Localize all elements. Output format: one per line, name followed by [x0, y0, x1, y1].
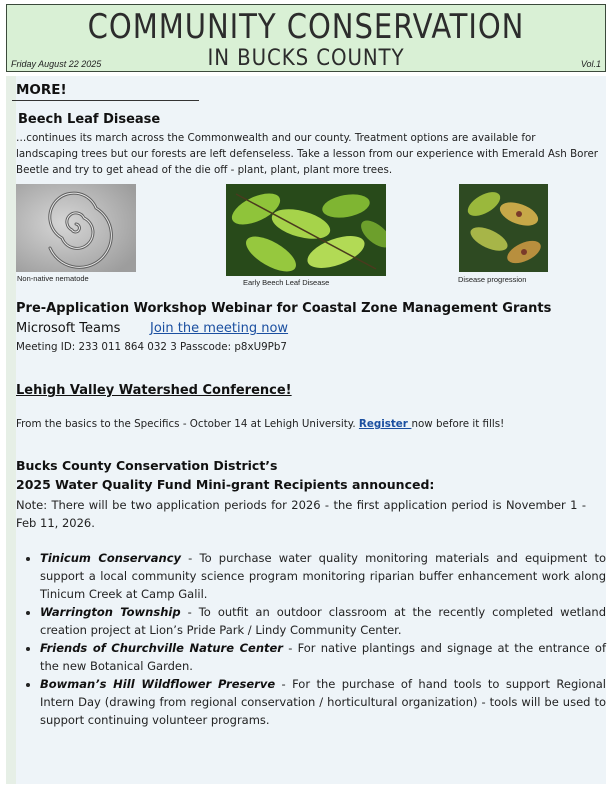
masthead — [6, 4, 606, 72]
grants-note: Note: There will be two application periods for 2026 - the first application period is November 1 - Feb 11, 2026. — [16, 498, 586, 530]
beech-leaves-caption: Early Beech Leaf Disease — [243, 278, 330, 287]
lehigh-body-tail: now before it fills! — [411, 418, 505, 430]
disease-progression-caption: Disease progression — [458, 275, 527, 284]
webinar-heading: Pre-Application Workshop Webinar for Coastal Zone Management Grants — [16, 301, 552, 316]
newsletter-subtitle: IN BUCKS COUNTY — [207, 46, 405, 71]
lehigh-body-text: From the basics to the Specifics - October 14 at Lehigh University. — [16, 418, 359, 430]
issue-date: Friday August 22 2025 — [11, 59, 102, 69]
section-label: MORE! — [16, 82, 67, 98]
beech-body: …continues its march across the Commonwealth and our county. Treatment options are available for landscaping trees but our forests are left defenseless. Take a lesson from our experience with Emerald Ash Borer Beetle and try to get ahead of the die off - plant, plant, plant more trees. — [16, 132, 599, 176]
volume-label: Vol.1 — [580, 59, 601, 69]
grants-heading-line1: Bucks County Conservation District’s — [16, 458, 278, 473]
newsletter-title: COMMUNITY CONSERVATION — [87, 7, 525, 47]
list-item — [40, 639, 606, 675]
list-item — [40, 549, 606, 603]
section-divider — [12, 100, 199, 101]
nematode-caption: Non-native nematode — [17, 274, 89, 283]
recipient-name: Warrington Township — [40, 605, 181, 619]
left-margin-strip — [6, 76, 16, 784]
nematode-photo — [16, 184, 136, 272]
beech-heading: Beech Leaf Disease — [18, 112, 161, 127]
list-item — [40, 603, 606, 639]
recipient-description: - To purchase water quality monitoring materials and equipment to support a local community science program monitoring riparian buffer enhancement work along Tinicum Creek at Camp Galil. — [40, 551, 606, 601]
grants-heading-line2: 2025 Water Quality Fund Mini-grant Recipients announced: — [16, 477, 435, 492]
lehigh-heading: Lehigh Valley Watershed Conference! — [16, 383, 292, 398]
beech-leaves-photo — [226, 184, 386, 276]
register-link[interactable]: Register — [358, 418, 412, 430]
lehigh-body — [16, 418, 504, 430]
recipient-name: Tinicum Conservancy — [40, 551, 182, 565]
recipient-description: - To outfit an outdoor classroom at the recently completed wetland creation project at Lion’s Pride Park / Lindy Community Center. — [40, 605, 606, 637]
meeting-platform: Microsoft Teams — [16, 321, 121, 336]
join-meeting-link[interactable]: Join the meeting now — [150, 321, 289, 336]
recipient-description: - For native plantings and signage at the entrance of the new Botanical Garden. — [40, 641, 606, 673]
meeting-credentials: Meeting ID: 233 011 864 032 3 Passcode: p8xU9Pb7 — [16, 341, 287, 353]
recipient-name: Bowman’s Hill Wildflower Preserve — [40, 677, 276, 691]
recipients-list — [20, 549, 606, 729]
recipient-name: Friends of Churchville Nature Center — [40, 641, 283, 655]
recipient-description: - For the purchase of hand tools to support Regional Intern Day (drawing from regional conservation / horticultural organization) - tools will be used to support continuing volunteer programs. — [40, 677, 606, 727]
list-item — [40, 675, 606, 729]
disease-progression-photo — [459, 184, 548, 272]
